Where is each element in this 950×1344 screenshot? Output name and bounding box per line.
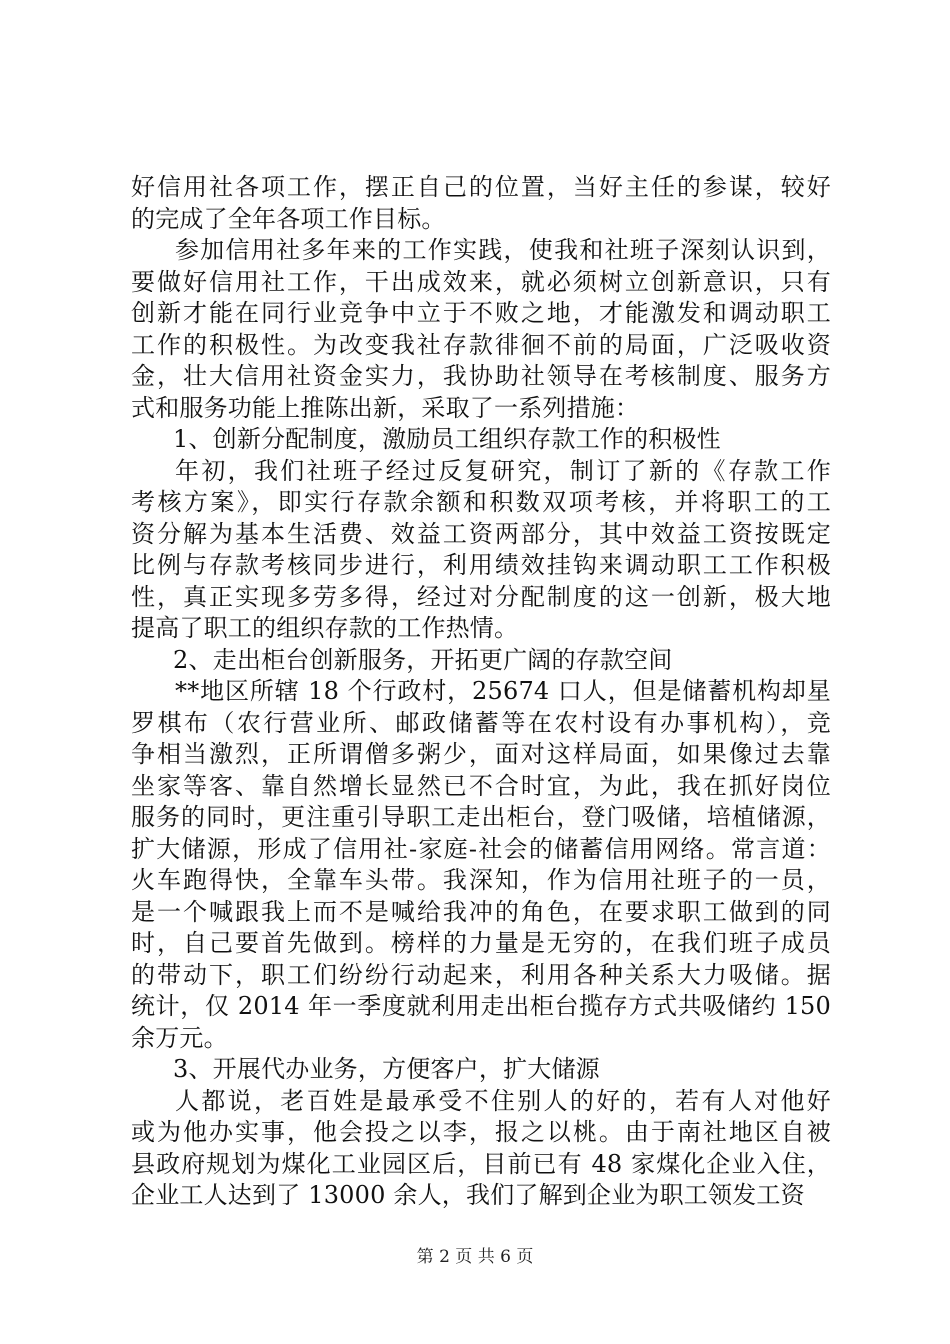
paragraph-line: 县政府规划为煤化工业园区后，目前已有 48 家煤化企业入住， <box>131 1149 831 1178</box>
section-heading: 1、创新分配制度，激励员工组织存款工作的积极性 <box>173 425 721 453</box>
paragraph-line: 资分解为基本生活费、效益工资两部分，其中效益工资按既定 <box>131 519 831 548</box>
paragraph-line: 扩大储源，形成了信用社-家庭-社会的储蓄信用网络。常言道： <box>131 834 831 863</box>
paragraph-line: 比例与存款考核同步进行，利用绩效挂钩来调动职工工作积极 <box>131 551 831 579</box>
paragraph-line: 考核方案》，即实行存款余额和积数双项考核，并将职工的工 <box>131 488 831 516</box>
paragraph-line: 式和服务功能上推陈出新，采取了一系列措施： <box>131 393 640 422</box>
paragraph-line: 人都说，老百姓是最承受不住别人的好的，若有人对他好 <box>175 1086 831 1115</box>
paragraph-line: 企业工人达到了 13000 余人，我们了解到企业为职工领发工资 <box>131 1181 805 1209</box>
paragraph-line: 争相当激烈，正所谓僧多粥少，面对这样局面，如果像过去靠 <box>131 740 831 768</box>
paragraph-line: 余万元。 <box>131 1023 228 1052</box>
paragraph-line: 金，壮大信用社资金实力，我协助社领导在考核制度、服务方 <box>131 362 831 390</box>
paragraph-line: 统计，仅 2014 年一季度就利用走出柜台揽存方式共吸储约 150 <box>131 992 831 1020</box>
paragraph-line: 参加信用社多年来的工作实践，使我和社班子深刻认识到， <box>175 236 831 264</box>
paragraph-line: 性，真正实现多劳多得，经过对分配制度的这一创新，极大地 <box>131 582 831 611</box>
paragraph-line: 是一个喊跟我上而不是喊给我冲的角色，在要求职工做到的同 <box>131 897 831 926</box>
section-heading: 2、走出柜台创新服务，开拓更广阔的存款空间 <box>173 645 673 674</box>
paragraph-line: 罗棋布（农行营业所、邮政储蓄等在农村设有办事机构），竞 <box>131 708 831 737</box>
continuation-line: 好信用社各项工作，摆正自己的位置，当好主任的参谋，较好 <box>131 173 831 201</box>
continuation-line: 的完成了全年各项工作目标。 <box>131 204 446 233</box>
paragraph-line: 时，自己要首先做到。榜样的力量是无穷的，在我们班子成员 <box>131 929 831 957</box>
paragraph-line: 的带动下，职工们纷纷行动起来，利用各种关系大力吸储。据 <box>131 960 831 989</box>
paragraph-line: 火车跑得快，全靠车头带。我深知，作为信用社班子的一员， <box>131 866 831 894</box>
paragraph-line: 坐家等客、靠自然增长显然已不合时宜，为此，我在抓好岗位 <box>131 771 831 800</box>
paragraph-line: 创新才能在同行业竞争中立于不败之地，才能激发和调动职工 <box>131 299 831 327</box>
paragraph-line: **地区所辖 18 个行政村，25674 口人，但是储蓄机构却星 <box>175 677 831 705</box>
section-heading: 3、开展代办业务，方便客户，扩大储源 <box>173 1055 600 1083</box>
paragraph-line: 工作的积极性。为改变我社存款徘徊不前的局面，广泛吸收资 <box>131 330 831 359</box>
document-body <box>131 172 831 1212</box>
paragraph-line: 服务的同时，更注重引导职工走出柜台，登门吸储，培植储源， <box>131 803 831 831</box>
paragraph-line: 年初，我们社班子经过反复研究，制订了新的《存款工作 <box>175 456 831 485</box>
page-footer: 第 2 页 共 6 页 <box>416 1247 534 1267</box>
paragraph-line: 或为他办实事，他会投之以李，报之以桃。由于南社地区自被 <box>131 1118 831 1146</box>
paragraph-line: 提高了职工的组织存款的工作热情。 <box>131 614 519 642</box>
paragraph-line: 要做好信用社工作，干出成效来，就必须树立创新意识，只有 <box>131 267 831 296</box>
